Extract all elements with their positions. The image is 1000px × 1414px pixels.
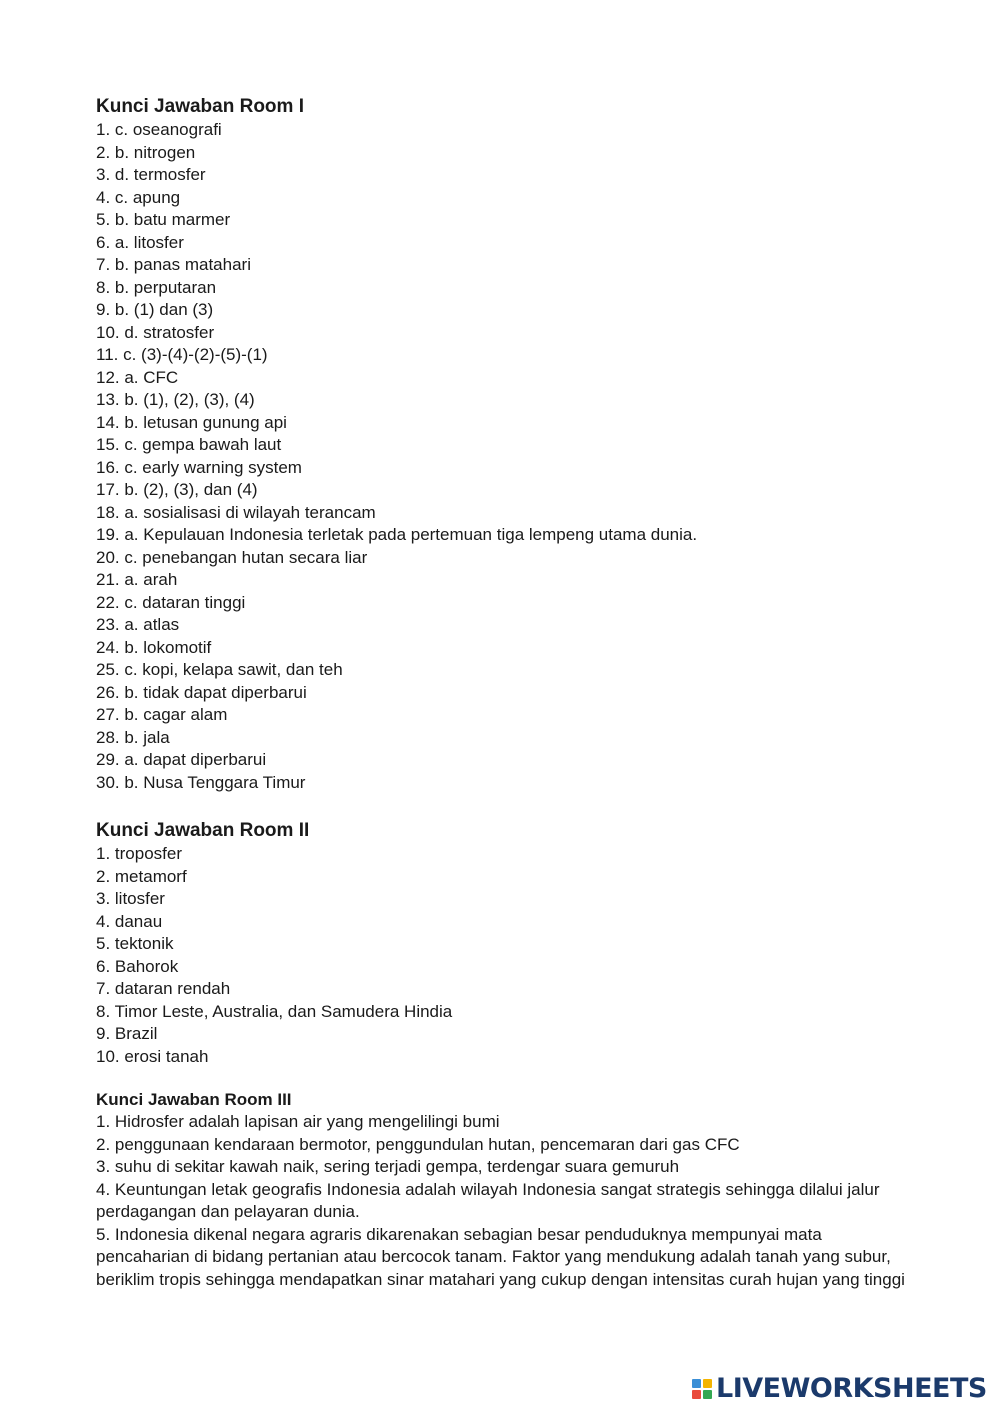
answer-item: 24. b. lokomotif <box>96 637 212 657</box>
answer-item: 5. b. batu marmer <box>96 210 231 229</box>
room-2-title: Kunci Jawaban Room II <box>96 820 310 841</box>
room-3-section <box>96 1089 916 1291</box>
answer-item: 6. a. litosfer <box>96 232 184 252</box>
essay-answer-item: 3. suhu di sekitar kawah naik, sering terjadi gempa, terdengar suara gemuruh <box>96 1157 680 1176</box>
answer-item: 2. metamorf <box>96 866 187 886</box>
answer-item: 26. b. tidak dapat diperbarui <box>96 682 307 702</box>
answer-item: 30. b. Nusa Tenggara Timur <box>96 772 306 792</box>
room-1-title: Kunci Jawaban Room I <box>96 96 304 117</box>
answer-item: 12. a. CFC <box>96 367 179 387</box>
room-1-section <box>96 95 916 794</box>
answer-item: 5. tektonik <box>96 934 174 953</box>
answer-item: 2. b. nitrogen <box>96 142 196 162</box>
answer-item: 18. a. sosialisasi di wilayah terancam <box>96 502 376 522</box>
answer-item: 4. danau <box>96 911 163 931</box>
logo-mark-square <box>692 1379 701 1388</box>
answer-item: 25. c. kopi, kelapa sawit, dan teh <box>96 660 343 679</box>
answer-item: 19. a. Kepulauan Indonesia terletak pada pertemuan tiga lempeng utama dunia. <box>96 525 698 544</box>
room-2-section <box>96 819 916 1068</box>
answer-item: 13. b. (1), (2), (3), (4) <box>96 390 255 409</box>
answer-item: 22. c. dataran tinggi <box>96 592 246 612</box>
room-1-answer-list <box>96 119 916 794</box>
answer-item: 4. c. apung <box>96 187 181 207</box>
logo-mark-square <box>703 1379 712 1388</box>
logo-mark-square <box>703 1390 712 1399</box>
answer-item: 8. Timor Leste, Australia, dan Samudera Hindia <box>96 1001 453 1021</box>
essay-answer-item: 4. Keuntungan letak geografis Indonesia adalah wilayah Indonesia sangat strategis sehingga dilalui jalur perdagangan dan pelayaran dunia. <box>96 1179 880 1221</box>
answer-item: 3. litosfer <box>96 889 165 908</box>
answer-item: 1. troposfer <box>96 844 182 863</box>
room-3-title: Kunci Jawaban Room III <box>96 1090 292 1109</box>
answer-item: 10. d. stratosfer <box>96 322 215 342</box>
answer-item: 29. a. dapat diperbarui <box>96 750 267 769</box>
liveworksheets-logo-text: LIVEWORKSHEETS <box>716 1373 987 1404</box>
answer-item: 16. c. early warning system <box>96 457 302 477</box>
answer-item: 9. b. (1) dan (3) <box>96 300 214 319</box>
liveworksheets-logo-icon <box>692 1379 712 1399</box>
answer-item: 6. Bahorok <box>96 956 179 976</box>
answer-item: 21. a. arah <box>96 570 178 589</box>
answer-item: 28. b. jala <box>96 727 170 747</box>
answer-item: 15. c. gempa bawah laut <box>96 435 282 454</box>
answer-item: 8. b. perputaran <box>96 277 217 297</box>
answer-item: 1. c. oseanografi <box>96 120 222 139</box>
essay-answer-item: 5. Indonesia dikenal negara agraris dikarenakan sebagian besar penduduknya mempunyai mata pencaharian di bidang pertanian atau bercocok tanam. Faktor yang mendukung adalah tanah yang subur, beriklim tropis sehingga mendapatkan sinar matahari yang cukup dengan intensitas curah hujan yang tinggi <box>96 1224 905 1289</box>
essay-answer-item: 2. penggunaan kendaraan bermotor, penggundulan hutan, pencemaran dari gas CFC <box>96 1134 740 1154</box>
answer-item: 7. b. panas matahari <box>96 255 251 274</box>
room-2-answer-list <box>96 843 916 1068</box>
answer-item: 11. c. (3)-(4)-(2)-(5)-(1) <box>96 345 268 364</box>
answer-item: 27. b. cagar alam <box>96 705 228 724</box>
essay-answer-item: 1. Hidrosfer adalah lapisan air yang mengelilingi bumi <box>96 1112 500 1131</box>
answer-item: 14. b. letusan gunung api <box>96 412 287 432</box>
answer-item: 17. b. (2), (3), dan (4) <box>96 480 258 499</box>
answer-item: 3. d. termosfer <box>96 165 206 184</box>
answer-item: 23. a. atlas <box>96 615 180 634</box>
room-3-answer-list <box>96 1111 916 1291</box>
liveworksheets-logo <box>692 1374 987 1404</box>
answer-item: 20. c. penebangan hutan secara liar <box>96 547 368 567</box>
answer-item: 10. erosi tanah <box>96 1046 209 1066</box>
answer-item: 9. Brazil <box>96 1024 158 1043</box>
logo-mark-square <box>692 1390 701 1399</box>
answer-item: 7. dataran rendah <box>96 979 231 998</box>
